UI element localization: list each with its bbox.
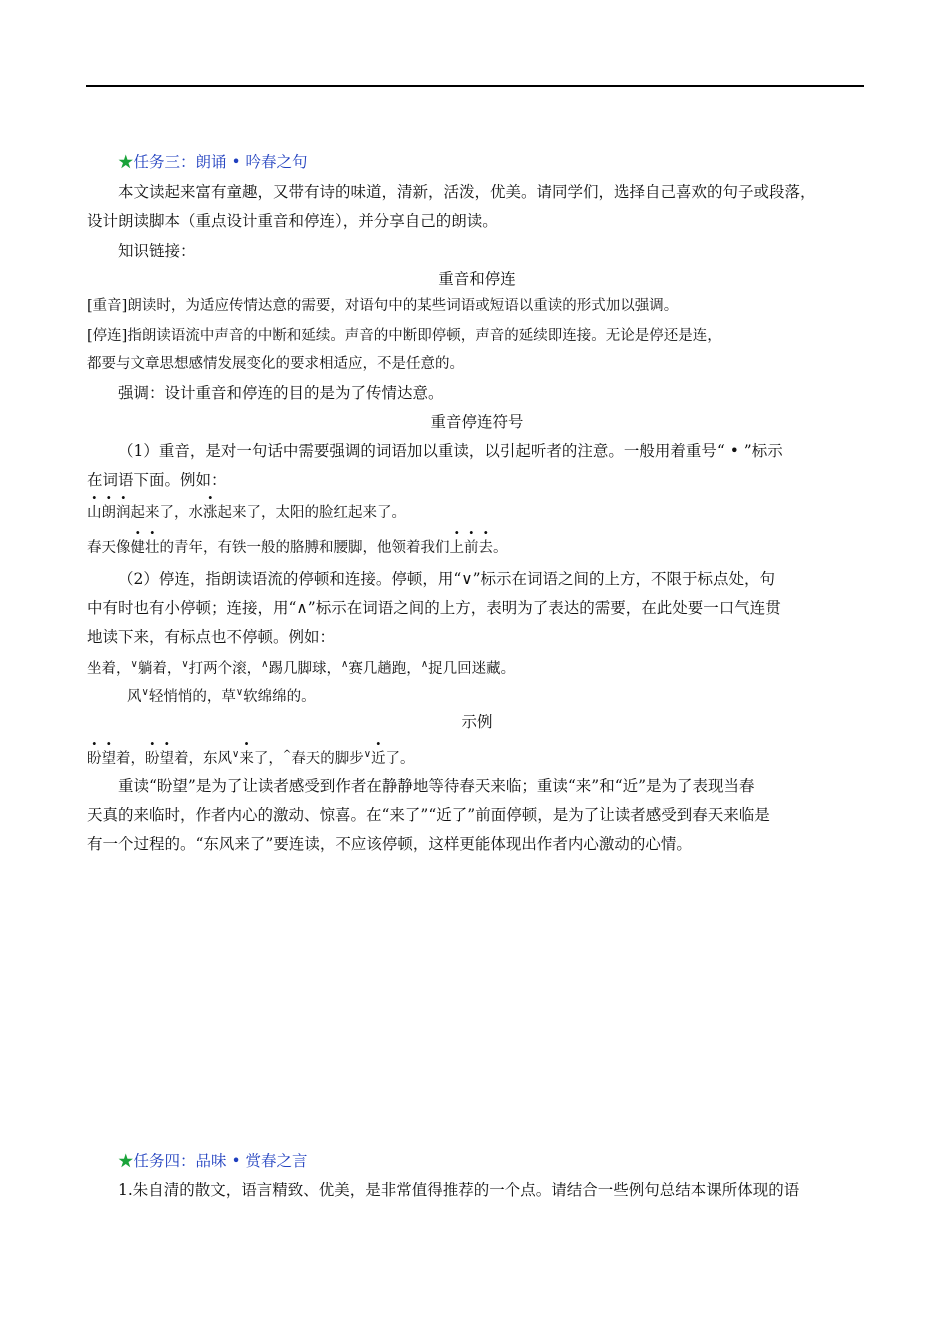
heading-example: 示例 — [461, 713, 493, 731]
pause-explain-3: 地读下来，有标点也不停顿。例如： — [87, 628, 336, 646]
stress-definition: [重音]朗读时，为适应传情达意的需要，对语句中的某些词语或短语以重读的形式加以强调。 — [87, 298, 679, 314]
heading-stress-pause: 重音和停连 — [438, 270, 516, 288]
pause-definition-1: [停连]指朗读语流中声音的中断和延续。声音的中断即停顿，声音的延续即连接。无论是停还是连， — [87, 328, 722, 344]
stress-example-2: 春天像健壮的青年，有铁一般的胳膊和腰脚，他领着我们上前去。 — [87, 540, 508, 556]
intro-line-1: 本文读起来富有童趣，又带有诗的味道，清新，活泼，优美。请同学们，选择自己喜欢的句子或段落， — [118, 183, 816, 201]
heading-symbols: 重音停连符号 — [430, 413, 524, 431]
analysis-line-1: 重读“盼望”是为了让读者感受到作者在静静地等待春天来临；重读“来”和“近”是为了表现当春 — [118, 777, 755, 795]
pause-example-1: 坐着，∨躺着，∨打两个滚，∧踢几脚球，∧赛几趟跑，∧捉几回迷藏。 — [87, 659, 516, 677]
knowledge-label: 知识链接： — [118, 242, 196, 260]
pause-example-2: 风∨轻悄悄的，草∨软绵绵的。 — [127, 687, 316, 705]
star-icon: ★ — [118, 153, 134, 171]
intro-line-2: 设计朗读脚本（重点设计重音和停连），并分享自己的朗读。 — [87, 212, 498, 230]
analysis-line-2: 天真的来临时，作者内心的激动、惊喜。在“来了”“近了”前面停顿，是为了让读者感受到春天来临是 — [87, 806, 770, 824]
emphasis-note: 强调：设计重音和停连的目的是为了传情达意。 — [118, 384, 444, 402]
star-icon: ★ — [118, 1152, 134, 1170]
task3-title: ★任务三：朗诵 • 吟春之句 — [118, 153, 308, 171]
analysis-line-3: 有一个过程的。“东风来了”要连读，不应该停顿，这样更能体现出作者内心激动的心情。 — [87, 835, 692, 853]
stress-explain-1: （1）重音，是对一句话中需要强调的词语加以重读，以引起听者的注意。一般用着重号“ • ”标示 — [118, 442, 783, 460]
pause-definition-2: 都要与文章思想感情发展变化的要求相适应，不是任意的。 — [87, 356, 464, 372]
combined-example: 盼望着，盼望着，东风∨来了，^春天的脚步∨近了。 — [87, 749, 415, 767]
pause-explain-1: （2）停连，指朗读语流的停顿和连接。停顿，用“∨”标示在词语之间的上方，不限于标点处，句 — [118, 570, 776, 588]
task4-question-1: 1.朱自清的散文，语言精致、优美，是非常值得推荐的一个点。请结合一些例句总结本课所体现的语 — [118, 1181, 800, 1199]
pause-explain-2: 中有时也有小停顿；连接，用“∧”标示在词语之间的上方，表明为了表达的需要，在此处要一口气连贯 — [87, 599, 781, 617]
stress-example-1: 山朗润起来了，水涨起来了，太阳的脸红起来了。 — [87, 505, 406, 521]
header-rule — [86, 85, 864, 87]
stress-explain-2: 在词语下面。例如： — [87, 471, 227, 489]
task4-title: ★任务四：品味 • 赏春之言 — [118, 1152, 308, 1170]
